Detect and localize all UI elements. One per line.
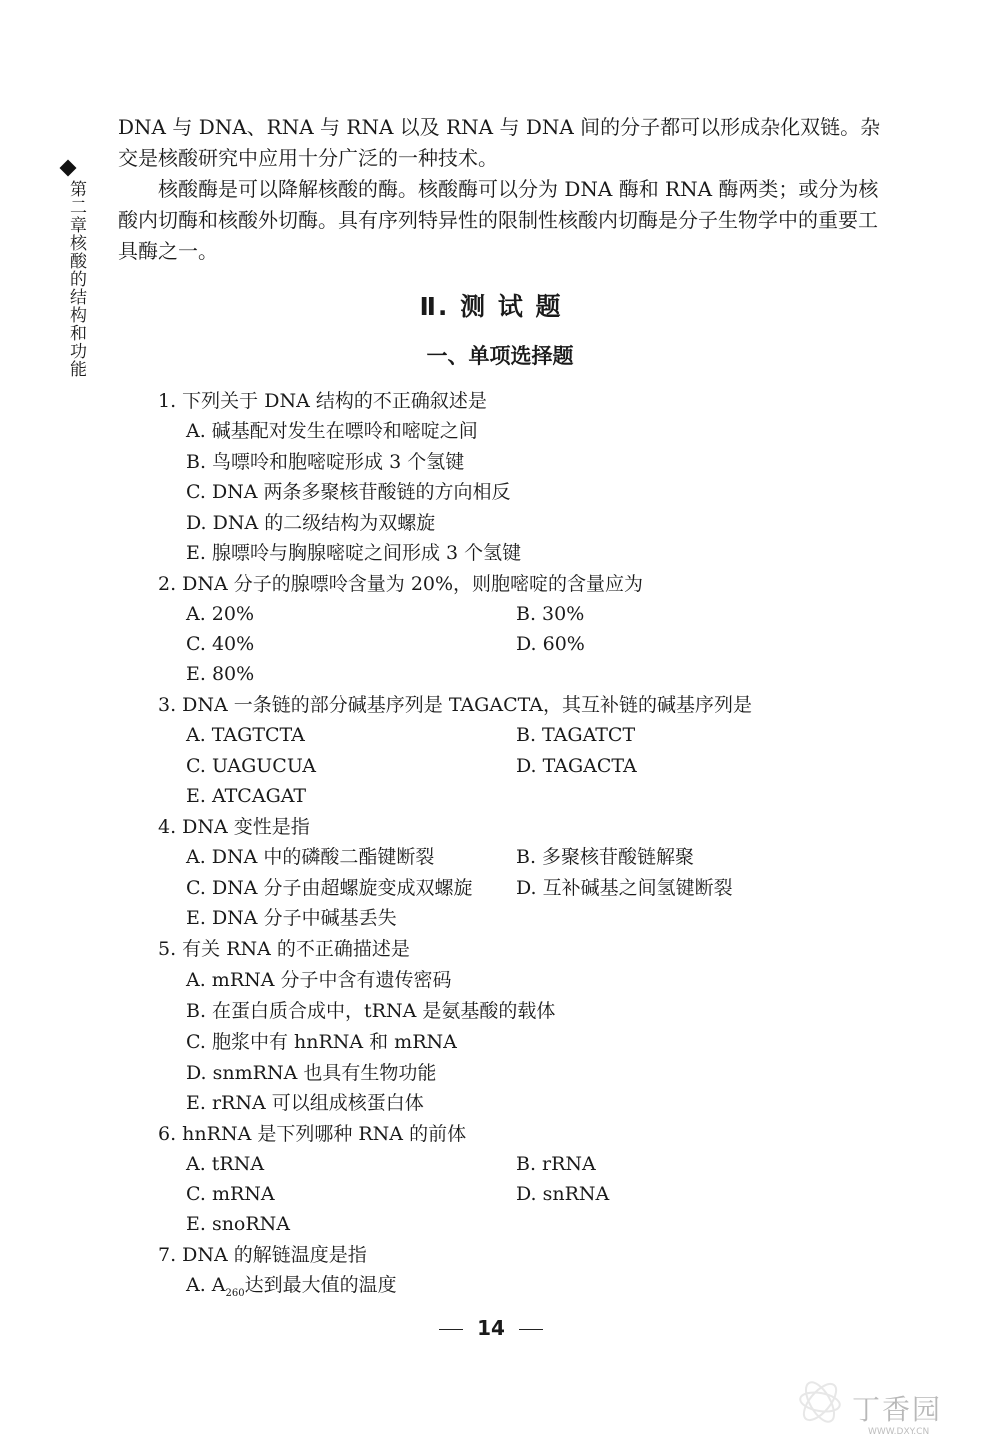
question-option: B. 在蛋白质合成中，tRNA 是氨基酸的载体 <box>186 1000 556 1022</box>
question-option: B. 30% <box>516 603 585 625</box>
diamond-icon <box>60 160 77 177</box>
question-option: E. 80% <box>186 663 255 685</box>
question-option: E. DNA 分子中碱基丢失 <box>186 907 397 929</box>
question-option: C. UAGUCUA <box>186 755 316 777</box>
subsection-title: 一、单项选择题 <box>426 344 574 368</box>
question-stem: 6. hnRNA 是下列哪种 RNA 的前体 <box>158 1123 467 1145</box>
question-option: A. mRNA 分子中含有遗传密码 <box>186 969 452 991</box>
question-option: D. 60% <box>516 633 585 655</box>
question-option: C. mRNA <box>186 1183 275 1205</box>
question-option: B. rRNA <box>516 1153 596 1175</box>
page-number <box>0 1316 982 1340</box>
question-stem: 5. 有关 RNA 的不正确描述是 <box>158 938 410 960</box>
question-stem: 7. DNA 的解链温度是指 <box>158 1244 367 1266</box>
side-chapter: 第二章 <box>66 180 86 234</box>
question-option: E. snoRNA <box>186 1213 291 1235</box>
question-option: B. 多聚核苷酸链解聚 <box>516 846 695 868</box>
question-option: B. 鸟嘌呤和胞嘧啶形成 3 个氢键 <box>186 451 465 473</box>
question-option: A. tRNA <box>186 1153 265 1175</box>
question-option: B. TAGATCT <box>516 724 636 746</box>
question-option: C. 胞浆中有 hnRNA 和 mRNA <box>186 1031 457 1053</box>
question-option: D. snmRNA 也具有生物功能 <box>186 1062 437 1084</box>
question-option: D. snRNA <box>516 1183 610 1205</box>
question-stem: 1. 下列关于 DNA 结构的不正确叙述是 <box>158 390 487 412</box>
watermark-text: 丁香园 <box>852 1393 943 1426</box>
question-option <box>186 1273 397 1306</box>
intro-paragraph-1: DNA 与 DNA、RNA 与 RNA 以及 RNA 与 DNA 间的分子都可以形成杂化双链。杂交是核酸研究中应用十分广泛的一种技术。 <box>118 115 881 170</box>
option-text: 达到最大值的温度 <box>244 1274 397 1296</box>
question-option: A. 20% <box>186 603 255 625</box>
question-stem: 2. DNA 分子的腺嘌呤含量为 20%，则胞嘧啶的含量应为 <box>158 573 644 595</box>
question-option: E. rRNA 可以组成核蛋白体 <box>186 1092 424 1114</box>
watermark-url: WWW.DXY.CN <box>868 1427 930 1437</box>
question-option: D. DNA 的二级结构为双螺旋 <box>186 512 436 534</box>
question-option: A. DNA 中的磷酸二酯键断裂 <box>186 846 435 868</box>
question-stem: 3. DNA 一条链的部分碱基序列是 TAGACTA，其互补链的碱基序列是 <box>158 694 752 716</box>
question-option: D. TAGACTA <box>516 755 637 777</box>
question-option: E. ATCAGAT <box>186 785 307 807</box>
question-option: E. 腺嘌呤与胸腺嘧啶之间形成 3 个氢键 <box>186 542 522 564</box>
question-option: C. 40% <box>186 633 255 655</box>
side-title: 核酸的结构和功能 <box>66 234 86 378</box>
subscript: 260 <box>225 1287 245 1299</box>
option-label: A. A <box>186 1274 226 1296</box>
section-title: Ⅱ. 测 试 题 <box>419 292 563 321</box>
question-option: D. 互补碱基之间氢键断裂 <box>516 877 733 899</box>
question-option: A. 碱基配对发生在嘌呤和嘧啶之间 <box>186 420 478 442</box>
intro-paragraph-2: 核酸酶是可以降解核酸的酶。核酸酶可以分为 DNA 酶和 RNA 酶两类；或分为核酸内切酶和核酸外切酶。具有序列特异性的限制性核酸内切酶是分子生物学中的重要工具酶之一。 <box>118 177 879 263</box>
question-option: A. TAGTCTA <box>186 724 305 746</box>
question-option: C. DNA 两条多聚核苷酸链的方向相反 <box>186 481 511 503</box>
page-number-value: 14 <box>477 1316 505 1340</box>
question-stem: 4. DNA 变性是指 <box>158 816 310 838</box>
question-option: C. DNA 分子由超螺旋变成双螺旋 <box>186 877 473 899</box>
